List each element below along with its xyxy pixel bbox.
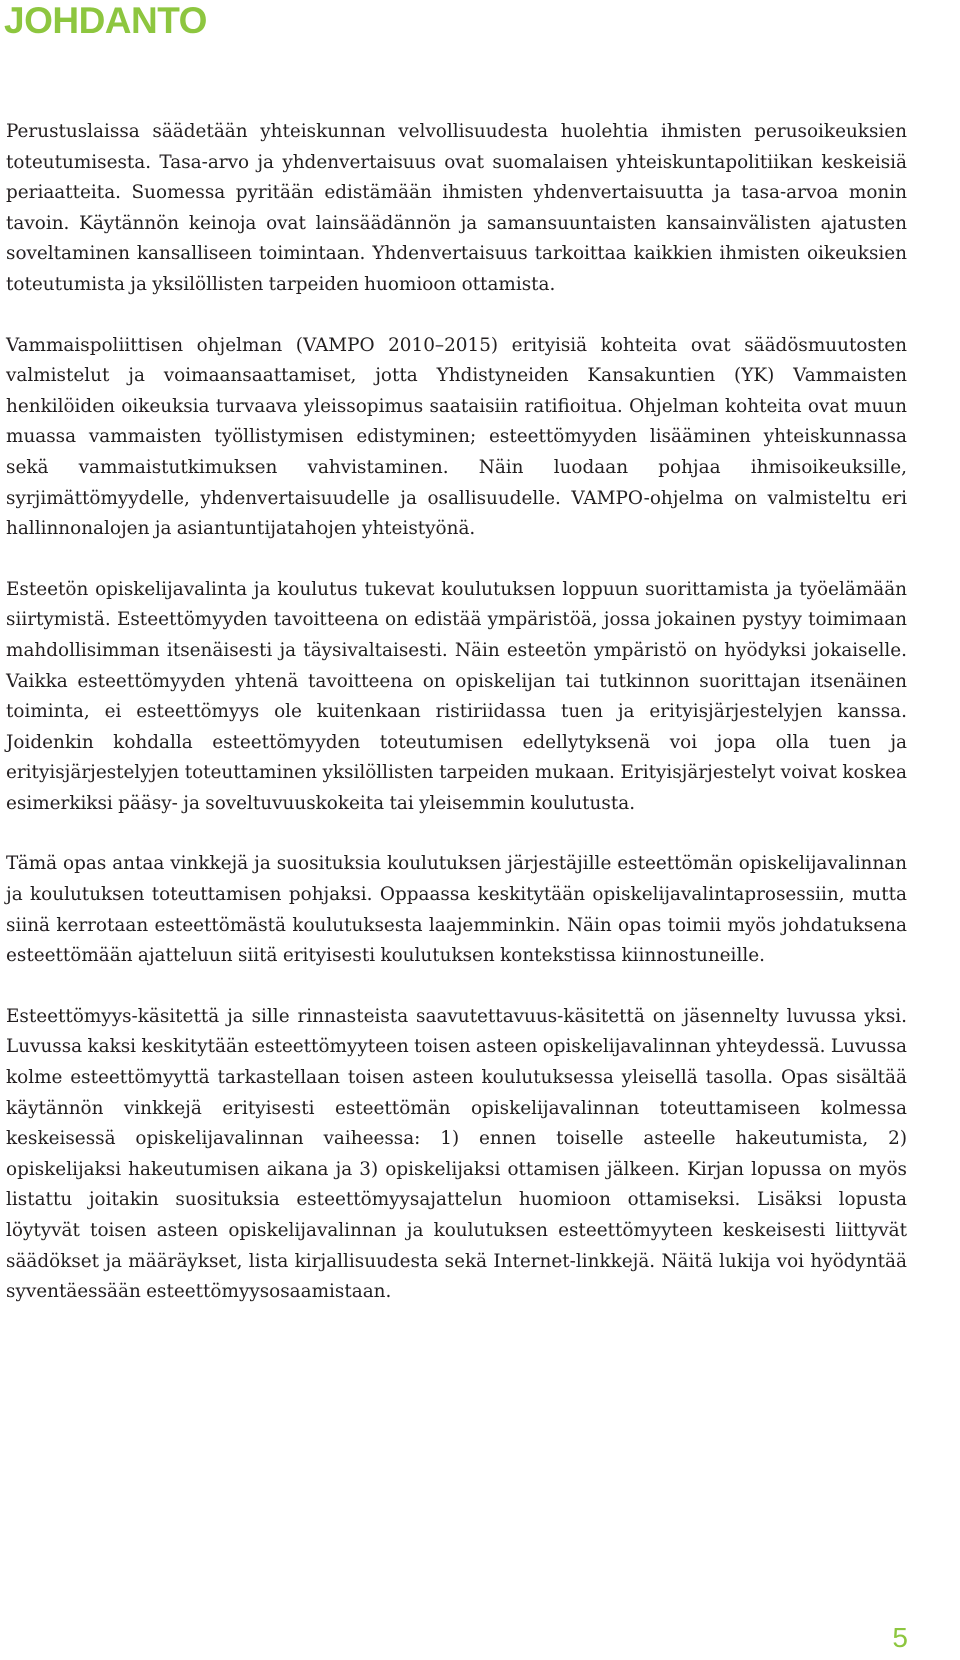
paragraph-2: Vammaispoliittisen ohjelman (VAMPO 2010–2015) erityisiä kohteita ovat säädösmuutosten valmistelut ja voimaansaattamiset, jotta Yhdistyneiden Kansakuntien (YK) Vammaisten henkilöiden oikeuksia turvaava yleissopimus saataisiin ratifioitua. Ohjelman kohteita ovat muun muassa vammaisten työllistymisen edistyminen; esteettömyyden lisääminen yhteiskunnassa sekä vammaistutkimuksen vahvistaminen. Näin luodaan pohjaa ihmisoikeuksille, syrjimättömyydelle, yhdenvertaisuudelle ja osallisuudelle. VAMPO-ohjelma on valmisteltu eri hallinnonalojen ja asiantuntijatahojen yhteistyönä. xyxy=(6,334,907,540)
body-text xyxy=(6,117,907,1338)
paragraph-4: Tämä opas antaa vinkkejä ja suosituksia koulutuksen järjestäjille esteettömän opiskelijavalinnan ja koulutuksen toteuttamisen pohjaksi. Oppaassa keskitytään opiskelijavalintaprosessiin, mutta siinä kerrotaan esteettömästä koulutuksesta laajemminkin. Näin opas toimii myös johdatuksena esteettömään ajatteluun siitä erityisesti koulutuksen kontekstissa kiinnostuneille. xyxy=(6,853,907,967)
page-title: JOHDANTO xyxy=(4,0,207,41)
page-number: 5 xyxy=(892,1622,908,1653)
paragraph-5: Esteettömyys-käsitettä ja sille rinnasteista saavutettavuus-käsitettä on jäsennelty luvussa yksi. Luvussa kaksi keskitytään esteettömyyteen toisen asteen opiskelijavalinnan yhteydessä. Luvussa kolme esteettömyyttä tarkastellaan toisen asteen koulutuksessa yleisellä tasolla. Opas sisältää käytännön vinkkejä erityisesti esteettömän opiskelijavalinnan toteuttamiseen kolmessa keskeisessä opiskelijavalinnan vaiheessa: 1) ennen toiselle asteelle hakeutumista, 2) opiskelijaksi hakeutumisen aikana ja 3) opiskelijaksi ottamisen jälkeen. Kirjan lopussa on myös listattu joitakin suosituksia esteettömyysajattelun huomioon ottamiseksi. Lisäksi lopusta löytyvät toisen asteen opiskelijavalinnan ja koulutuksen esteettömyyteen keskeisesti liittyvät säädökset ja määräykset, lista kirjallisuudesta sekä Internet-linkkejä. Näitä lukija voi hyödyntää syventäessään esteettömyysosaamistaan. xyxy=(6,1005,907,1303)
paragraph-3: Esteetön opiskelijavalinta ja koulutus tukevat koulutuksen loppuun suorittamista ja työelämään siirtymistä. Esteettömyyden tavoitteena on edistää ympäristöä, jossa jokainen pystyy toimimaan mahdollisimman itsenäisesti ja täysivaltaisesti. Näin esteetön ympäristö on hyödyksi jokaiselle. Vaikka esteettömyyden yhtenä tavoitteena on opiskelijan tai tutkinnon suorittajan itsenäinen toiminta, ei esteettömyys ole kuitenkaan ristiriidassa tuen ja erityisjärjestelyjen kanssa. Joidenkin kohdalla esteettömyyden toteutumisen edellytyksenä voi jopa olla tuen ja erityisjärjestelyjen toteuttaminen yksilöllisten tarpeiden mukaan. Erityisjärjestelyt voivat koskea esimerkiksi pääsy- ja soveltuvuuskokeita tai yleisemmin koulutusta. xyxy=(6,578,907,814)
paragraph-1: Perustuslaissa säädetään yhteiskunnan velvollisuudesta huolehtia ihmisten perusoikeuksien toteutumisesta. Tasa-arvo ja yhdenvertaisuus ovat suomalaisen yhteiskuntapolitiikan keskeisiä periaatteita. Suomessa pyritään edistämään ihmisten yhdenvertaisuutta ja tasa-arvoa monin tavoin. Käytännön keinoja ovat lainsäädännön ja samansuuntaisten kansainvälisten ajatusten soveltaminen kansalliseen toimintaan. Yhdenvertaisuus tarkoittaa kaikkien ihmisten oikeuksien toteutumista ja yksilöllisten tarpeiden huomioon ottamista. xyxy=(6,121,907,295)
